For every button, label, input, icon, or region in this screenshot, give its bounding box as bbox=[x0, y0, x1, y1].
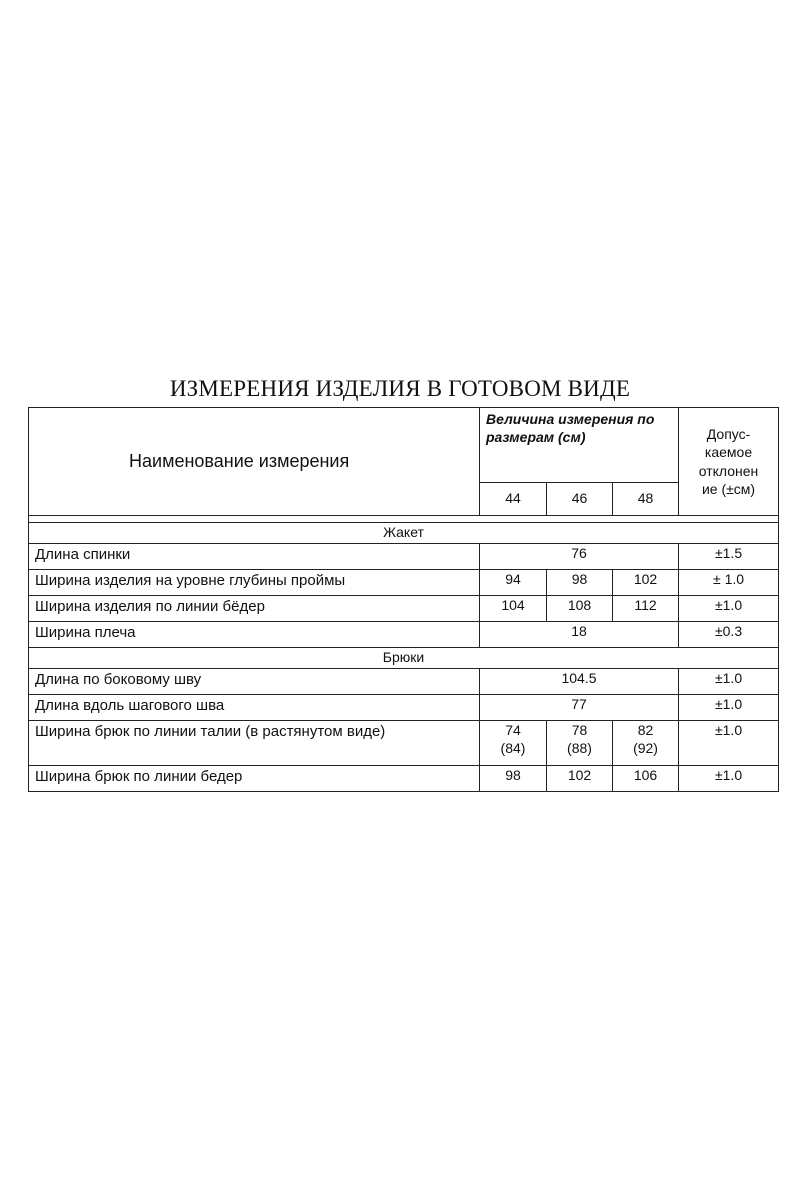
row-name: Ширина брюк по линии талии (в растянутом виде) bbox=[29, 721, 480, 766]
row-value: 77 bbox=[480, 695, 679, 721]
spacer-row bbox=[29, 516, 779, 523]
section-jacket: Жакет bbox=[29, 523, 779, 544]
row-value-46 bbox=[547, 721, 613, 766]
header-measurement-name: Наименование измерения bbox=[29, 408, 480, 516]
row-value: 104.5 bbox=[480, 669, 679, 695]
header-tolerance-line: Допус- bbox=[706, 426, 751, 443]
row-tolerance: ±1.0 bbox=[679, 695, 779, 721]
value-main: 78 bbox=[571, 722, 588, 738]
header-size-group: Величина измерения по размерам (см) bbox=[480, 408, 679, 483]
row-tolerance: ±1.0 bbox=[679, 669, 779, 695]
table-row bbox=[29, 596, 779, 622]
value-main: 82 bbox=[637, 722, 654, 738]
row-value-46: 102 bbox=[547, 766, 613, 792]
row-name: Длина спинки bbox=[29, 544, 480, 570]
row-tolerance: ±1.0 bbox=[679, 596, 779, 622]
row-value: 76 bbox=[480, 544, 679, 570]
row-value-46: 108 bbox=[547, 596, 613, 622]
table-row bbox=[29, 669, 779, 695]
header-tolerance-line: каемое bbox=[704, 444, 753, 461]
size-44: 44 bbox=[480, 483, 547, 516]
table-row bbox=[29, 695, 779, 721]
row-name: Ширина изделия на уровне глубины проймы bbox=[29, 570, 480, 596]
row-name: Ширина плеча bbox=[29, 622, 480, 648]
row-tolerance: ±1.0 bbox=[679, 766, 779, 792]
table-row bbox=[29, 544, 779, 570]
row-value-44: 98 bbox=[480, 766, 547, 792]
size-46: 46 bbox=[547, 483, 613, 516]
section-pants: Брюки bbox=[29, 648, 779, 669]
header-tolerance-line: отклонен bbox=[698, 462, 759, 479]
row-value-44: 104 bbox=[480, 596, 547, 622]
header-tolerance bbox=[679, 408, 779, 516]
row-value-44: 94 bbox=[480, 570, 547, 596]
row-name: Длина вдоль шагового шва bbox=[29, 695, 480, 721]
size-48: 48 bbox=[613, 483, 679, 516]
value-alt: (92) bbox=[633, 739, 658, 756]
header-row bbox=[29, 408, 779, 483]
row-value-48 bbox=[613, 721, 679, 766]
measurements-table bbox=[28, 407, 779, 792]
row-tolerance: ± 1.0 bbox=[679, 570, 779, 596]
table-row bbox=[29, 570, 779, 596]
row-name: Ширина брюк по линии бедер bbox=[29, 766, 480, 792]
value-alt: (84) bbox=[500, 739, 526, 756]
table-row bbox=[29, 721, 779, 766]
row-value-48: 112 bbox=[613, 596, 679, 622]
row-value-46: 98 bbox=[547, 570, 613, 596]
value-alt: (88) bbox=[567, 739, 592, 756]
row-tolerance: ±1.5 bbox=[679, 544, 779, 570]
header-tolerance-line: ие (±см) bbox=[701, 480, 756, 497]
row-tolerance: ±0.3 bbox=[679, 622, 779, 648]
value-main: 74 bbox=[505, 722, 521, 738]
table-row bbox=[29, 622, 779, 648]
row-value-44 bbox=[480, 721, 547, 766]
table-row bbox=[29, 766, 779, 792]
section-row-jacket bbox=[29, 523, 779, 544]
row-value-48: 106 bbox=[613, 766, 679, 792]
row-value: 18 bbox=[480, 622, 679, 648]
row-tolerance: ±1.0 bbox=[679, 721, 779, 766]
row-value-48: 102 bbox=[613, 570, 679, 596]
row-name: Ширина изделия по линии бёдер bbox=[29, 596, 480, 622]
row-name: Длина по боковому шву bbox=[29, 669, 480, 695]
section-row-pants bbox=[29, 648, 779, 669]
document-title: ИЗМЕРЕНИЯ ИЗДЕЛИЯ В ГОТОВОМ ВИДЕ bbox=[169, 376, 631, 401]
